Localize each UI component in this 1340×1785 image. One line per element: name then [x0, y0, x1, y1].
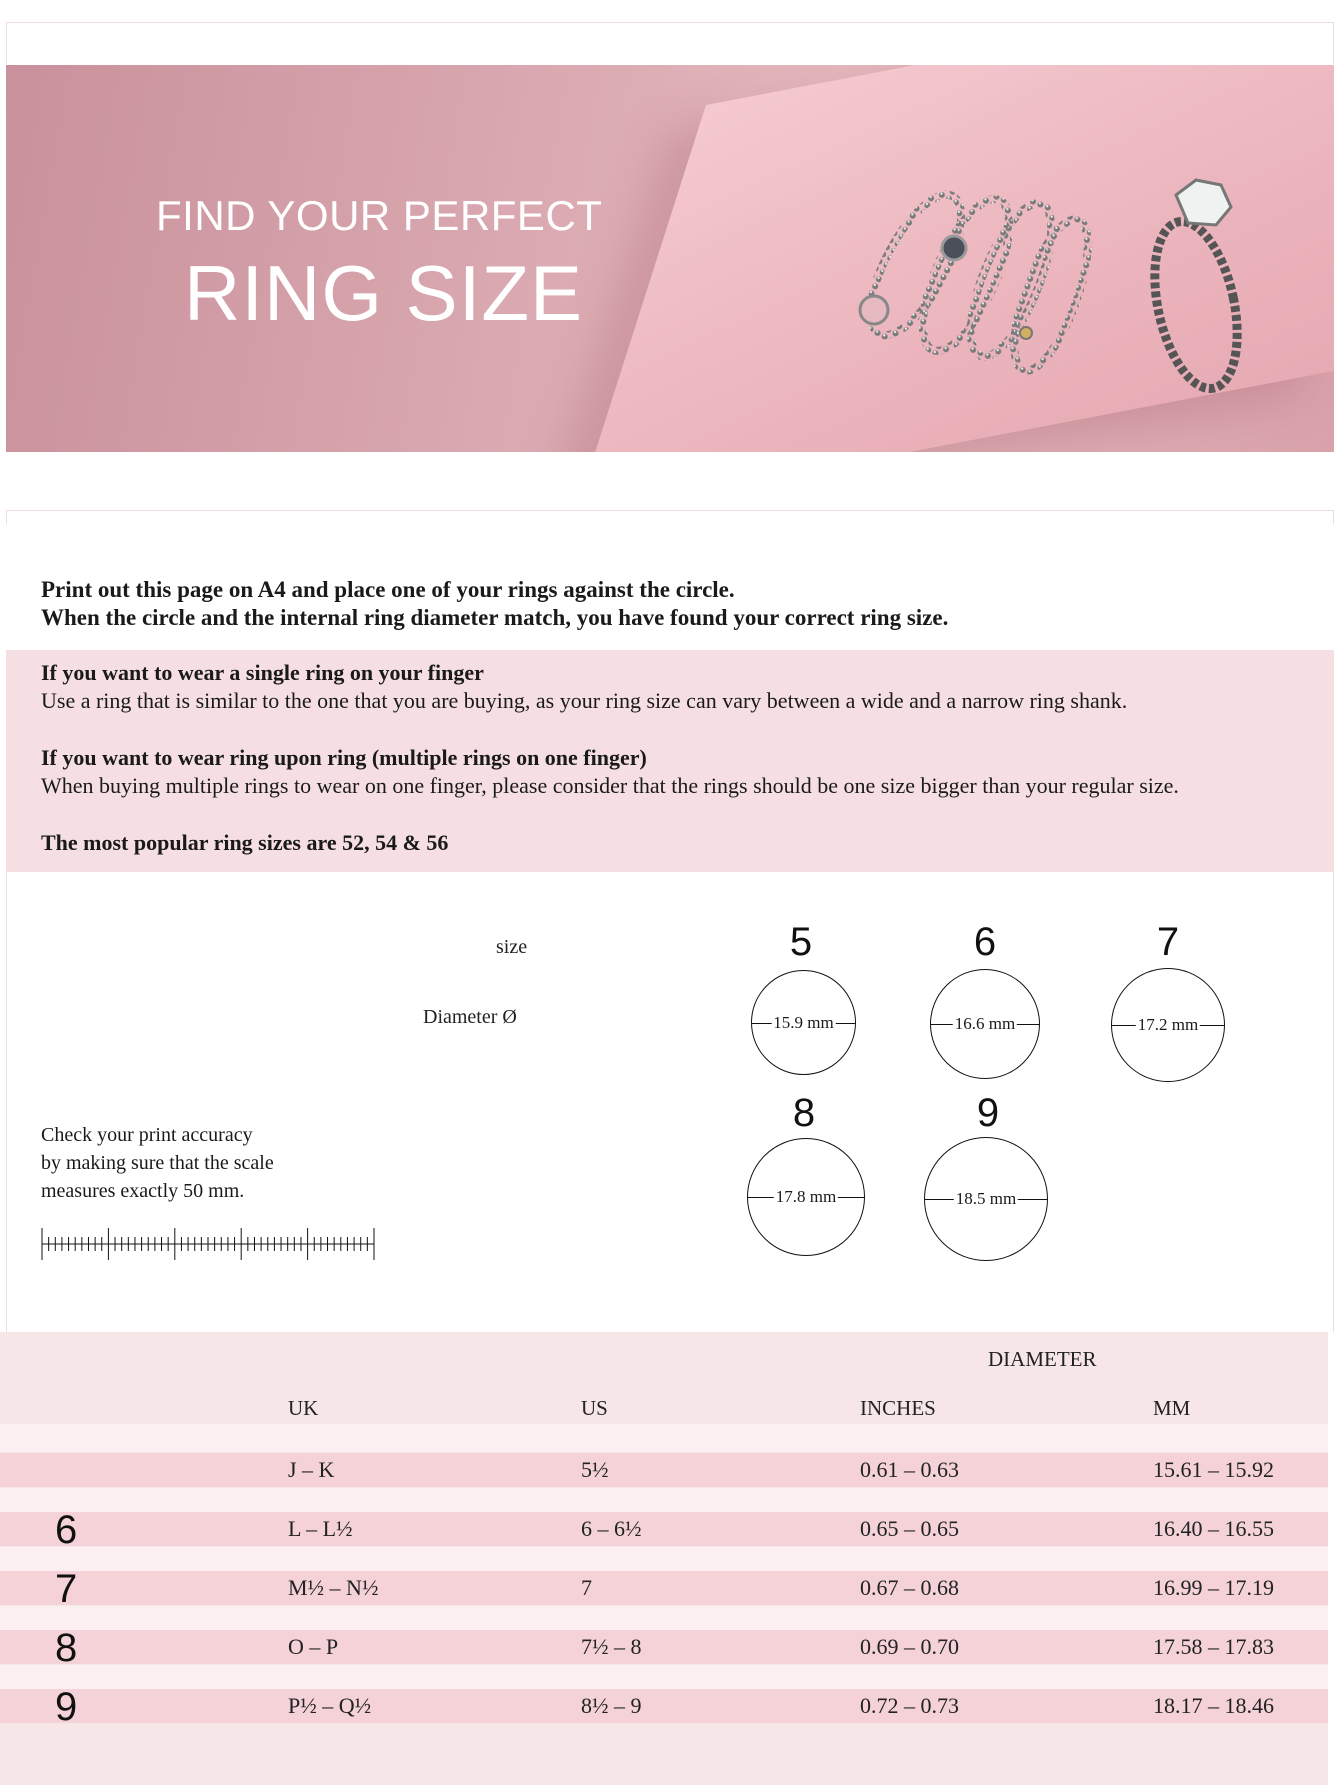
circle-diameter-6: 16.6 mm — [954, 1014, 1016, 1033]
table-row-band — [0, 1630, 1328, 1664]
circle-size-8: 8 — [792, 1091, 816, 1135]
intro-line-2: When the circle and the internal ring diameter match, you have found your correct ring size. — [41, 605, 949, 630]
row-size: 7 — [55, 1567, 78, 1611]
cell-inches: 0.72 – 0.73 — [860, 1693, 959, 1718]
tip-multi-text: When buying multiple rings to wear on one finger, please consider that the rings should be one size bigger than your regular size. — [41, 773, 1179, 798]
tip-single-text: Use a ring that is similar to the one that you are buying, as your ring size can vary between a wide and a narrow ring shank. — [41, 688, 1128, 713]
row-size: 6 — [55, 1508, 78, 1552]
tip-multi — [41, 744, 1179, 800]
cell-mm: 16.40 – 16.55 — [1153, 1516, 1274, 1541]
intro-line-1: Print out this page on A4 and place one of your rings against the circle. — [41, 577, 735, 602]
circle-size-7: 7 — [1156, 920, 1180, 964]
cell-inches: 0.67 – 0.68 — [860, 1575, 959, 1600]
cell-uk: P½ – Q½ — [288, 1693, 372, 1718]
table-row-band — [0, 1571, 1328, 1605]
row-size: 8 — [55, 1626, 78, 1670]
scale-ruler — [40, 1224, 380, 1264]
diameter-header: DIAMETER — [988, 1347, 1097, 1371]
table-row-band — [0, 1512, 1328, 1546]
ring-circle-7 — [1111, 968, 1225, 1082]
accuracy-line-1: Check your print accuracy — [41, 1124, 253, 1146]
cell-us: 7 — [581, 1575, 592, 1600]
table-spacer-band — [0, 1424, 1328, 1452]
accuracy-line-3: measures exactly 50 mm. — [41, 1180, 245, 1202]
cell-mm: 17.58 – 17.83 — [1153, 1634, 1274, 1659]
popular-sizes-text: The most popular ring sizes are 52, 54 & 56 — [41, 830, 449, 855]
row-size: 9 — [55, 1685, 78, 1729]
cell-us: 7½ – 8 — [581, 1634, 642, 1659]
rings-image — [846, 155, 1286, 415]
cell-mm: 16.99 – 17.19 — [1153, 1575, 1274, 1600]
tip-single — [41, 659, 1127, 715]
cell-uk: L – L½ — [288, 1516, 353, 1541]
table-row-band — [0, 1453, 1328, 1487]
hero-title-large: RING SIZE — [184, 249, 584, 337]
size-label: size — [496, 936, 528, 958]
cell-uk: M½ – N½ — [288, 1575, 379, 1600]
cell-us: 8½ – 9 — [581, 1693, 642, 1718]
tip-single-title: If you want to wear a single ring on your finger — [41, 660, 484, 685]
cell-uk: O – P — [288, 1634, 339, 1659]
col-header-inches: INCHES — [860, 1396, 936, 1420]
cell-mm: 15.61 – 15.92 — [1153, 1457, 1274, 1482]
accuracy-line-2: by making sure that the scale — [41, 1152, 274, 1174]
tip-popular — [41, 829, 448, 857]
cell-uk: J – K — [288, 1457, 335, 1482]
ring-circle-6 — [930, 969, 1040, 1079]
cell-inches: 0.65 – 0.65 — [860, 1516, 959, 1541]
col-header-uk: UK — [288, 1396, 319, 1420]
circle-size-9: 9 — [976, 1091, 1000, 1135]
cell-us: 5½ — [581, 1457, 609, 1482]
circle-diameter-9: 18.5 mm — [955, 1189, 1017, 1208]
table-row-band — [0, 1689, 1328, 1723]
cell-us: 6 – 6½ — [581, 1516, 642, 1541]
top-frame — [6, 22, 1334, 64]
hero-banner — [6, 65, 1334, 452]
accuracy-note — [41, 1121, 274, 1205]
diameter-label: Diameter Ø — [423, 1006, 517, 1028]
circle-diameter-7: 17.2 mm — [1137, 1015, 1199, 1034]
ring-circle-5 — [751, 970, 856, 1075]
col-header-mm: MM — [1153, 1396, 1191, 1420]
intro-text — [41, 576, 948, 632]
mid-frame — [6, 510, 1334, 524]
circle-diameter-5: 15.9 mm — [773, 1012, 834, 1032]
ring-circle-8 — [747, 1138, 865, 1256]
hero-title-small: FIND YOUR PERFECT — [156, 192, 603, 239]
circle-diameter-8: 17.8 mm — [775, 1187, 837, 1206]
col-header-us: US — [581, 1396, 608, 1420]
cell-mm: 18.17 – 18.46 — [1153, 1693, 1274, 1718]
cell-inches: 0.61 – 0.63 — [860, 1457, 959, 1482]
circle-size-6: 6 — [973, 920, 997, 964]
tip-multi-title: If you want to wear ring upon ring (multiple rings on one finger) — [41, 745, 647, 770]
ring-circle-9 — [924, 1137, 1048, 1261]
cell-inches: 0.69 – 0.70 — [860, 1634, 959, 1659]
circle-size-5: 5 — [789, 920, 813, 964]
